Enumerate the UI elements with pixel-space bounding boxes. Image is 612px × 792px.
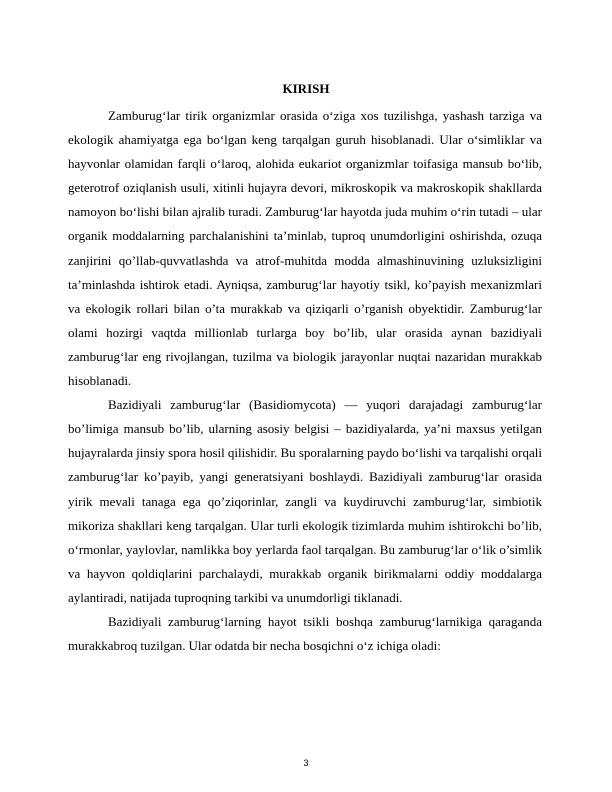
page-number: 3 (303, 758, 309, 768)
paragraph-basidiomycota: Bazidiyali zamburugʻlar (Basidiomycota) — yuqori darajadagi zamburugʻlar bo’limiga mansub bo’lib, ularning asosiy belgisi – bazidiyalarda, ya’ni maxsus yetilgan hujayralarda jinsiy spora hosil qilishidir. Bu sporalarning paydo boʻlishi va tarqalishi orqali zamburugʻlar ko’payib, yangi generatsiyani boshlaydi. Bazidiyali zamburugʻlar orasida yirik mevali tanaga ega qo’ziqorinlar, zangli va kuydiruvchi zamburugʻlar, simbiotik mikoriza shakllari keng tarqalgan. Ular turli ekologik tizimlarda muhim ishtirokchi bo’lib, oʻrmonlar, yaylovlar, namlikka boy yerlarda faol tarqalgan. Bu zamburugʻlar oʻlik o’simlik va hayvon qoldiqlarini parchalaydi, murakkab organik birikmalarni oddiy moddalarga aylantiradi, natijada tuproqning tarkibi va unumdorligi tiklanadi. (68, 397, 542, 605)
document-body (68, 104, 542, 658)
paragraph-intro: Zamburugʻlar tirik organizmlar orasida oʻziga xos tuzilishga, yashash tarziga va ekologik ahamiyatga ega boʻlgan keng tarqalgan guruh hisoblanadi. Ular oʻsimliklar va hayvonlar olamidan farqli oʻlaroq, alohida eukariot organizmlar toifasiga mansub boʻlib, geterotrof oziqlanish usuli, xitinli hujayra devori, mikroskopik va makroskopik shakllarda namoyon boʻlishi bilan ajralib turadi. Zamburugʻlar hayotda juda muhim oʻrin tutadi – ular organik moddalarning parchalanishini ta’minlab, tuproq unumdorligini oshirishda, ozuqa zanjirini qo’llab-quvvatlashda va atrof-muhitda modda almashinuvining uzluksizligini ta’minlashda ishtirok etadi. Ayniqsa, zamburugʻlar hayotiy tsikl, ko’payish mexanizmlari va ekologik rollari bilan o’ta murakkab va qiziqarli o’rganish obyektidir. Zamburugʻlar olami hozirgi vaqtda millionlab turlarga boy bo’lib, ular orasida aynan bazidiyali zamburugʻlar eng rivojlangan, tuzilma va biologik jarayonlar nuqtai nazaridan murakkab hisoblanadi. (68, 108, 542, 389)
document-title: KIRISH (282, 81, 330, 96)
paragraph-life-cycle: Bazidiyali zamburugʻlarning hayot tsikli boshqa zamburugʻlarnikiga qaraganda murakkabroq tuzilgan. Ular odatda bir necha bosqichni oʻz ichiga oladi: (68, 613, 542, 654)
